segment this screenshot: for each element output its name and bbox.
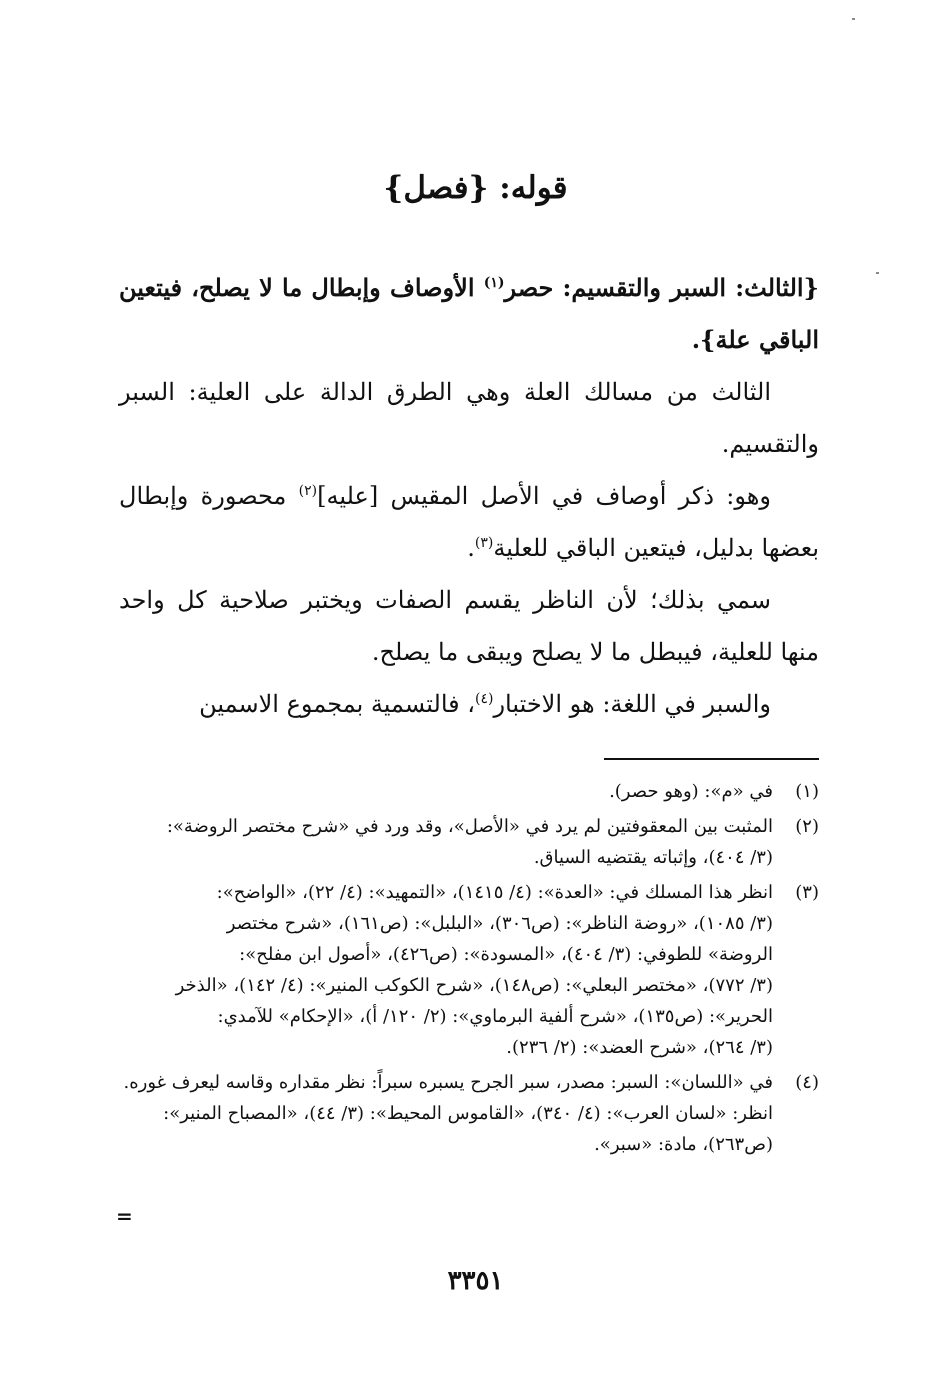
footnote-ref-4[interactable]: (٤)	[474, 691, 494, 707]
footnote-3	[119, 877, 819, 1063]
main-text	[119, 262, 819, 730]
footnote-1	[119, 776, 819, 807]
footnote-text: المثبت بين المعقوفتين لم يرد في «الأصل»، وقد ورد في «شرح مختصر الروضة»: (٣/ ٤٠٤)، وإثباته يقتضيه السياق.	[166, 816, 773, 868]
footnote-4	[119, 1067, 819, 1160]
scan-speck	[852, 18, 855, 20]
footnote-number: (٢)	[795, 816, 819, 837]
quoted-matn: {الثالث: السبر والتقسيم: حصر$^{(١)}$ الأوصاف وإبطال ما لا يصلح، فيتعين الباقي علة}.	[119, 273, 819, 354]
footnote-number: (٤)	[795, 1072, 819, 1093]
footnote-ref-1[interactable]: (١)	[483, 275, 505, 291]
section-heading: قوله: {فصل}	[383, 170, 568, 206]
page-number: ٣٣٥١	[447, 1266, 504, 1296]
paragraph-language: والسبر في اللغة: هو الاختبار$^{(٤)}$، فالتسمية بمجموع الاسمين	[199, 690, 771, 718]
footnote-separator	[604, 758, 819, 760]
continuation-mark: =	[116, 1204, 133, 1228]
footnote-ref-2[interactable]: (٢)	[298, 483, 318, 499]
footnote-number: (٣)	[795, 882, 819, 903]
footnote-2	[119, 811, 819, 873]
scan-speck	[876, 272, 879, 274]
footnote-text: في «م»: (وهو حصر).	[609, 781, 773, 802]
paragraph-definition: الثالث من مسالك العلة وهي الطرق الدالة على العلية: السبر والتقسيم.	[119, 378, 819, 458]
footnotes	[119, 776, 819, 1164]
footnote-text: في «اللسان»: السبر: مصدر، سبر الجرح يسبره سبراً: نظر مقداره وقاسه ليعرف غوره. انظر: «لسان العرب»: (٤/ ٣٤٠)، «القاموس المحيط»: (٣/ ٤٤)، «المصباح المنير»: (ص٢٦٣)، مادة: «سبر».	[123, 1072, 773, 1155]
footnote-number: (١)	[795, 781, 819, 802]
footnote-ref-3[interactable]: (٣)	[474, 535, 494, 551]
footnote-text: انظر هذا المسلك في: «العدة»: (٤/ ١٤١٥)، «التمهيد»: (٤/ ٢٢)، «الواضح»: (٣/ ١٠٨٥)، «روضة الناظر»: (ص٣٠٦)، «البلبل»: (ص١٦١)، «شرح مختصر الروضة» للطوفي: (٣/ ٤٠٤)، «المسودة»: (ص٤٢٦)، «أصول ابن مفلح»: (٣/ ٧٧٢)، «مختصر البعلي»: (ص١٤٨)، «شرح الكوكب المنير»: (٤/ ١٤٢)، «الذخر الحرير»: (ص١٣٥)، «شرح ألفية البرماوي»: (٢/ ١٢٠/ أ)، «الإحكام» للآمدي: (٣/ ٢٦٤)، «شرح العضد»: (٢/ ٢٣٦).	[175, 882, 773, 1058]
paragraph-naming: سمي بذلك؛ لأن الناظر يقسم الصفات ويختبر صلاحية كل واحد منها للعلية، فيبطل ما لا يصلح ويبقى ما يصلح.	[119, 586, 819, 666]
paragraph-meaning: وهو: ذكر أوصاف في الأصل المقيس [عليه]$^{(٢)}$ محصورة وإبطال بعضها بدليل، فيتعين الباقي للعلية$^{(٣)}$.	[119, 482, 819, 562]
